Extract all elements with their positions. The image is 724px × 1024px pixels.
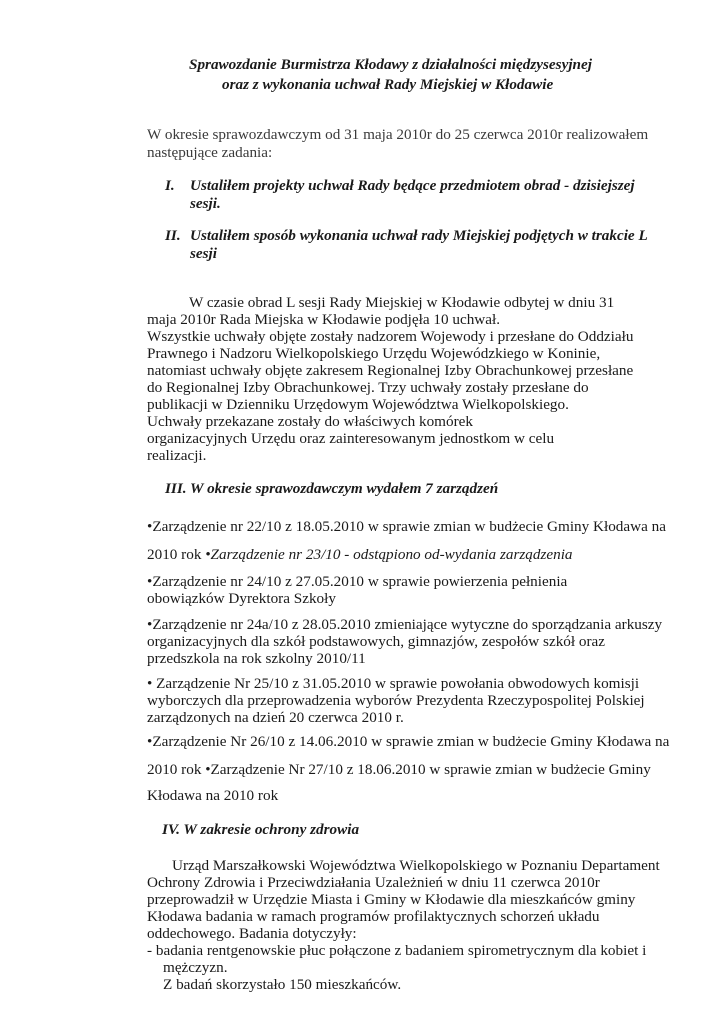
paragraph-2-line-5: oddechowego. Badania dotyczyły: xyxy=(147,925,357,942)
section-1-line-1: Ustaliłem projekty uchwał Rady będące przedmiotem obrad - dzisiejszej xyxy=(190,177,635,194)
section-2-number: II. xyxy=(165,227,181,244)
order-1-line-1: •Zarządzenie nr 22/10 z 18.05.2010 w sprawie zmian w budżecie Gminy Kłodawa na xyxy=(147,518,666,535)
paragraph-1-line-6: do Regionalnej Izby Obrachunkowej. Trzy uchwały zostały przesłane do xyxy=(147,379,589,396)
paragraph-2-line-2: Ochrony Zdrowia i Przeciwdziałania Uzależnień w dniu 11 czerwca 2010r xyxy=(147,874,600,891)
paragraph-2-line-6: - badania rentgenowskie płuc połączone z badaniem spirometrycznym dla kobiet i xyxy=(147,942,647,959)
paragraph-1-line-3: Wszystkie uchwały objęte zostały nadzorem Wojewody i przesłane do Oddziału xyxy=(147,328,634,345)
section-2-line-2: sesji xyxy=(190,245,218,262)
order-3-line-1: •Zarządzenie nr 24/10 z 27.05.2010 w sprawie powierzenia pełnienia xyxy=(147,573,568,590)
section-1-number: I. xyxy=(165,177,175,194)
section-3-heading: III. W okresie sprawozdawczym wydałem 7 zarządzeń xyxy=(165,480,499,497)
paragraph-1-line-10: realizacji. xyxy=(147,447,207,464)
order-1-2-line xyxy=(147,546,573,563)
section-1-line-2: sesji. xyxy=(190,195,221,212)
paragraph-1-line-8: Uchwały przekazane zostały do właściwych komórek xyxy=(147,413,473,430)
order-4-line-3: przedszkola na rok szkolny 2010/11 xyxy=(147,650,366,667)
title-line-1: Sprawozdanie Burmistrza Kłodawy z działalności międzysesyjnej xyxy=(189,56,592,73)
paragraph-1-line-4: Prawnego i Nadzoru Wielkopolskiego Urzędu Wojewódzkiego w Koninie, xyxy=(147,345,601,362)
paragraph-1-line-9: organizacyjnych Urzędu oraz zainteresowanym jednostkom w celu xyxy=(147,430,555,447)
order-1-line-2: 2010 rok xyxy=(147,546,206,563)
paragraph-2-line-3: przeprowadził w Urzędzie Miasta i Gminy w Kłodawie dla mieszkańców gminy xyxy=(147,891,636,908)
paragraph-2-line-7: mężczyzn. xyxy=(163,959,228,976)
paragraph-1-line-1: W czasie obrad L sesji Rady Miejskiej w Kłodawie odbytej w dniu 31 xyxy=(189,294,615,311)
paragraph-2-line-4: Kłodawa badania w ramach programów profilaktycznych schorzeń układu xyxy=(147,908,600,925)
title-line-2: oraz z wykonania uchwał Rady Miejskiej w Kłodawie xyxy=(222,76,554,93)
intro-line-2: następujące zadania: xyxy=(147,144,273,161)
section-4-heading: IV. W zakresie ochrony zdrowia xyxy=(162,821,360,838)
order-4-line-2: organizacyjnych dla szkół podstawowych, gimnazjów, zespołów szkół oraz xyxy=(147,633,606,650)
order-2-text: •Zarządzenie nr 23/10 - odstąpiono od-wydania zarządzenia xyxy=(205,546,573,563)
intro-line-1: W okresie sprawozdawczym od 31 maja 2010r do 25 czerwca 2010r realizowałem xyxy=(147,126,649,143)
paragraph-2-line-1: Urząd Marszałkowski Województwa Wielkopolskiego w Poznaniu Departament xyxy=(172,857,660,874)
order-6-line-2: 2010 rok •Zarządzenie Nr 27/10 z 18.06.2010 w sprawie zmian w budżecie Gminy xyxy=(147,761,651,778)
order-4-line-1: •Zarządzenie nr 24a/10 z 28.05.2010 zmieniające wytyczne do sporządzania arkuszy xyxy=(147,616,663,633)
paragraph-1-line-2: maja 2010r Rada Miejska w Kłodawie podjęła 10 uchwał. xyxy=(147,311,501,328)
paragraph-2-line-8: Z badań skorzystało 150 mieszkańców. xyxy=(163,976,402,993)
order-6-line-1: •Zarządzenie Nr 26/10 z 14.06.2010 w sprawie zmian w budżecie Gminy Kłodawa na xyxy=(147,733,670,750)
paragraph-1-line-5: natomiast uchwały objęte zakresem Regionalnej Izby Obrachunkowej przesłane xyxy=(147,362,634,379)
order-5-line-2: wyborczych dla przeprowadzenia wyborów Prezydenta Rzeczypospolitej Polskiej xyxy=(147,692,645,709)
order-3-line-2: obowiązków Dyrektora Szkoły xyxy=(147,590,336,607)
paragraph-1-line-7: publikacji w Dzienniku Urzędowym Województwa Wielkopolskiego. xyxy=(147,396,569,413)
section-2-line-1: Ustaliłem sposób wykonania uchwał rady Miejskiej podjętych w trakcie L xyxy=(190,227,648,244)
order-5-line-1: • Zarządzenie Nr 25/10 z 31.05.2010 w sprawie powołania obwodowych komisji xyxy=(147,675,640,692)
order-6-line-3: Kłodawa na 2010 rok xyxy=(147,787,279,804)
order-5-line-3: zarządzonych na dzień 20 czerwca 2010 r. xyxy=(147,709,404,726)
